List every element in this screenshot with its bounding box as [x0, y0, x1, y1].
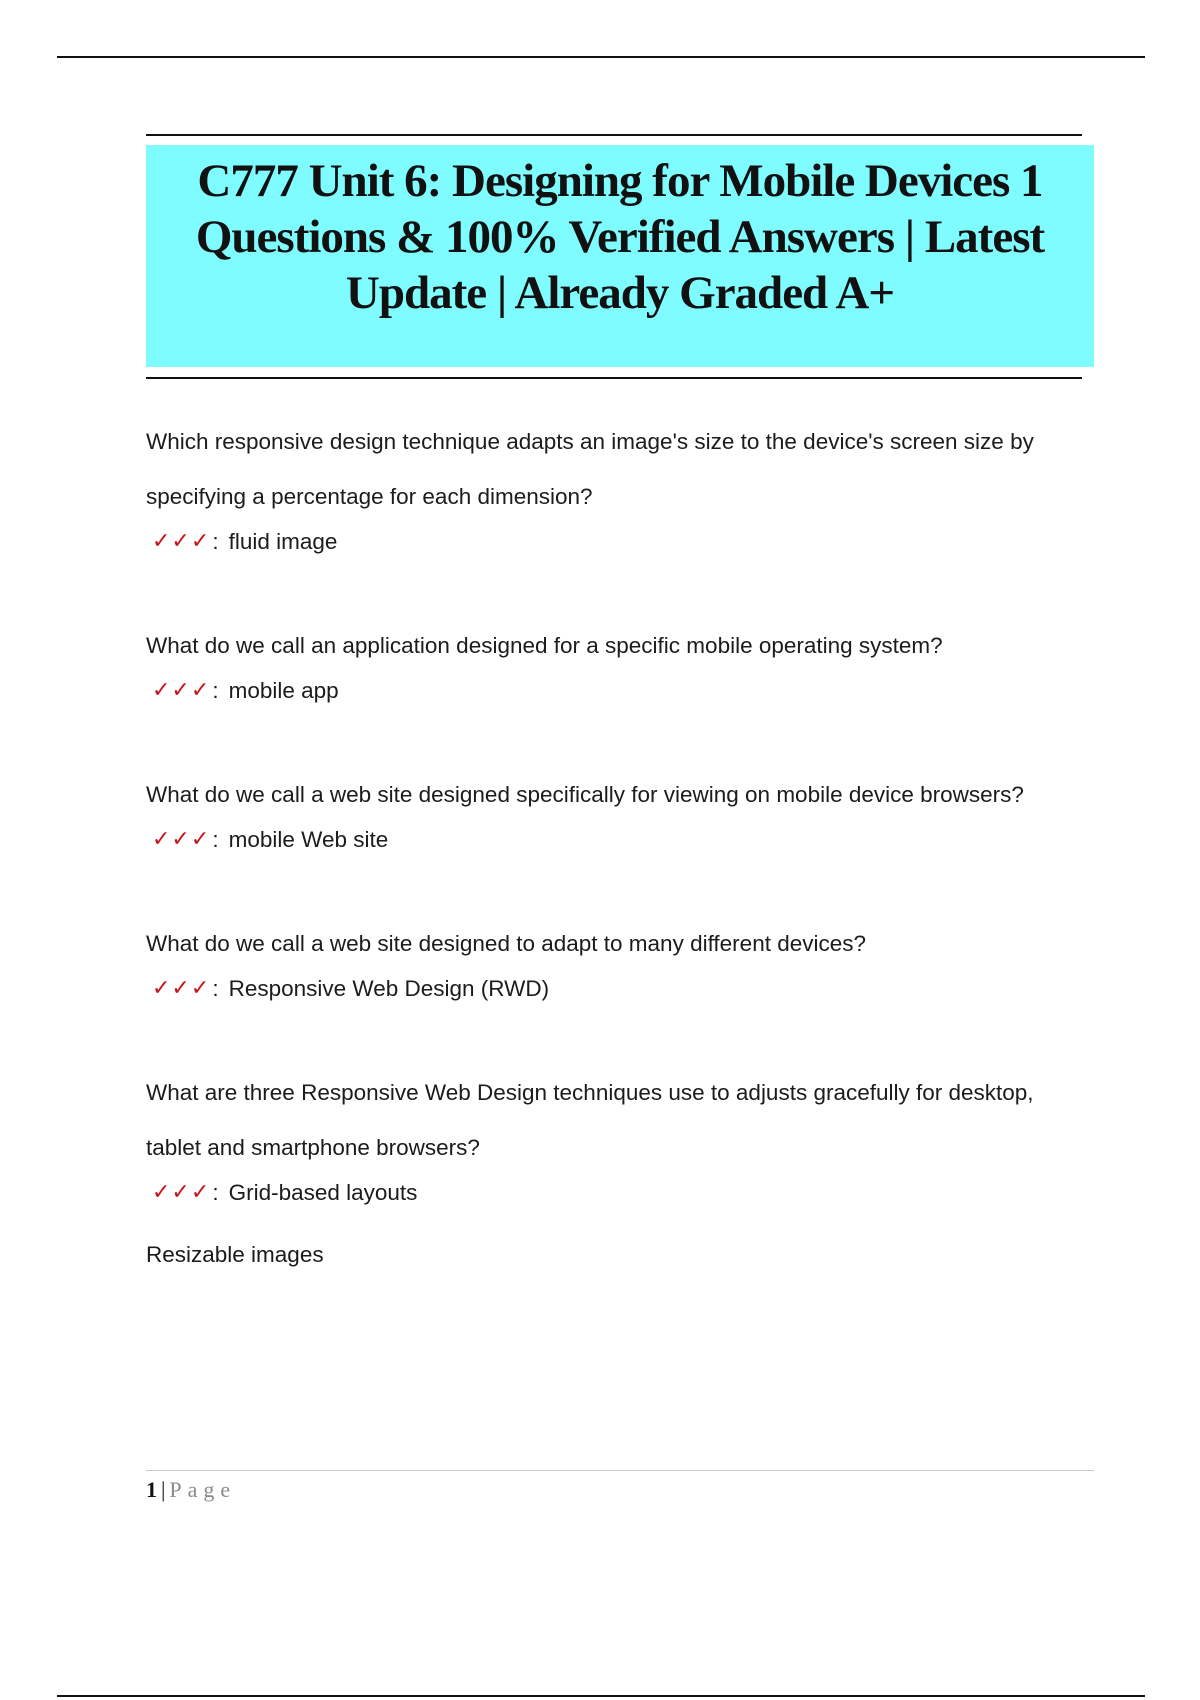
bottom-border-rule — [57, 1695, 1145, 1697]
qa-item — [146, 916, 1094, 1005]
qa-item — [146, 414, 1094, 558]
page-label: Page — [169, 1477, 237, 1502]
answer-colon: : — [212, 976, 219, 1001]
page-indicator — [146, 1477, 1094, 1503]
answer-line — [146, 973, 1094, 1005]
title-top-rule — [146, 134, 1082, 136]
checkmark-icon: ✓✓✓ — [152, 827, 211, 852]
page-number: 1 — [146, 1477, 157, 1502]
question-text: What do we call a web site designed to adapt to many different devices? — [146, 931, 867, 956]
qa-item — [146, 767, 1094, 856]
question-text: What do we call an application designed for a specific mobile operating system? — [146, 633, 943, 658]
document-title: C777 Unit 6: Designing for Mobile Devices 1 Questions & 100% Verified Answers | Latest Update | Already Graded A+ — [195, 155, 1045, 319]
answer-continuation: Resizable images — [146, 1242, 324, 1267]
qa-item — [146, 1065, 1094, 1271]
qa-list — [146, 414, 1094, 1271]
qa-item — [146, 618, 1094, 707]
top-border-rule — [57, 56, 1145, 58]
checkmark-icon: ✓✓✓ — [152, 1180, 211, 1205]
answer-colon: : — [212, 529, 219, 554]
answer-text: mobile app — [228, 678, 339, 703]
answer-text: Responsive Web Design (RWD) — [228, 976, 550, 1001]
answer-text: mobile Web site — [228, 827, 389, 852]
question-text: Which responsive design technique adapts an image's size to the device's screen size by specifying a percentage for each dimension? — [146, 429, 1034, 509]
footer-rule — [146, 1470, 1094, 1471]
answer-colon: : — [212, 827, 219, 852]
checkmark-icon: ✓✓✓ — [152, 678, 211, 703]
question-text: What do we call a web site designed specifically for viewing on mobile device browsers? — [146, 782, 1024, 807]
document-page — [146, 134, 1094, 1331]
question-text: What are three Responsive Web Design techniques use to adjusts gracefully for desktop, tablet and smartphone browsers? — [146, 1080, 1034, 1160]
answer-line — [146, 675, 1094, 707]
title-banner — [146, 145, 1094, 367]
checkmark-icon: ✓✓✓ — [152, 529, 211, 554]
answer-text: Grid-based layouts — [228, 1180, 418, 1205]
page-footer — [146, 1470, 1094, 1503]
answer-colon: : — [212, 678, 219, 703]
title-bottom-rule — [146, 377, 1082, 379]
answer-text: fluid image — [228, 529, 338, 554]
answer-line — [146, 526, 1094, 558]
answer-line — [146, 824, 1094, 856]
answer-line — [146, 1177, 1094, 1209]
answer-colon: : — [212, 1180, 219, 1205]
page-separator: | — [161, 1477, 166, 1502]
checkmark-icon: ✓✓✓ — [152, 976, 211, 1001]
